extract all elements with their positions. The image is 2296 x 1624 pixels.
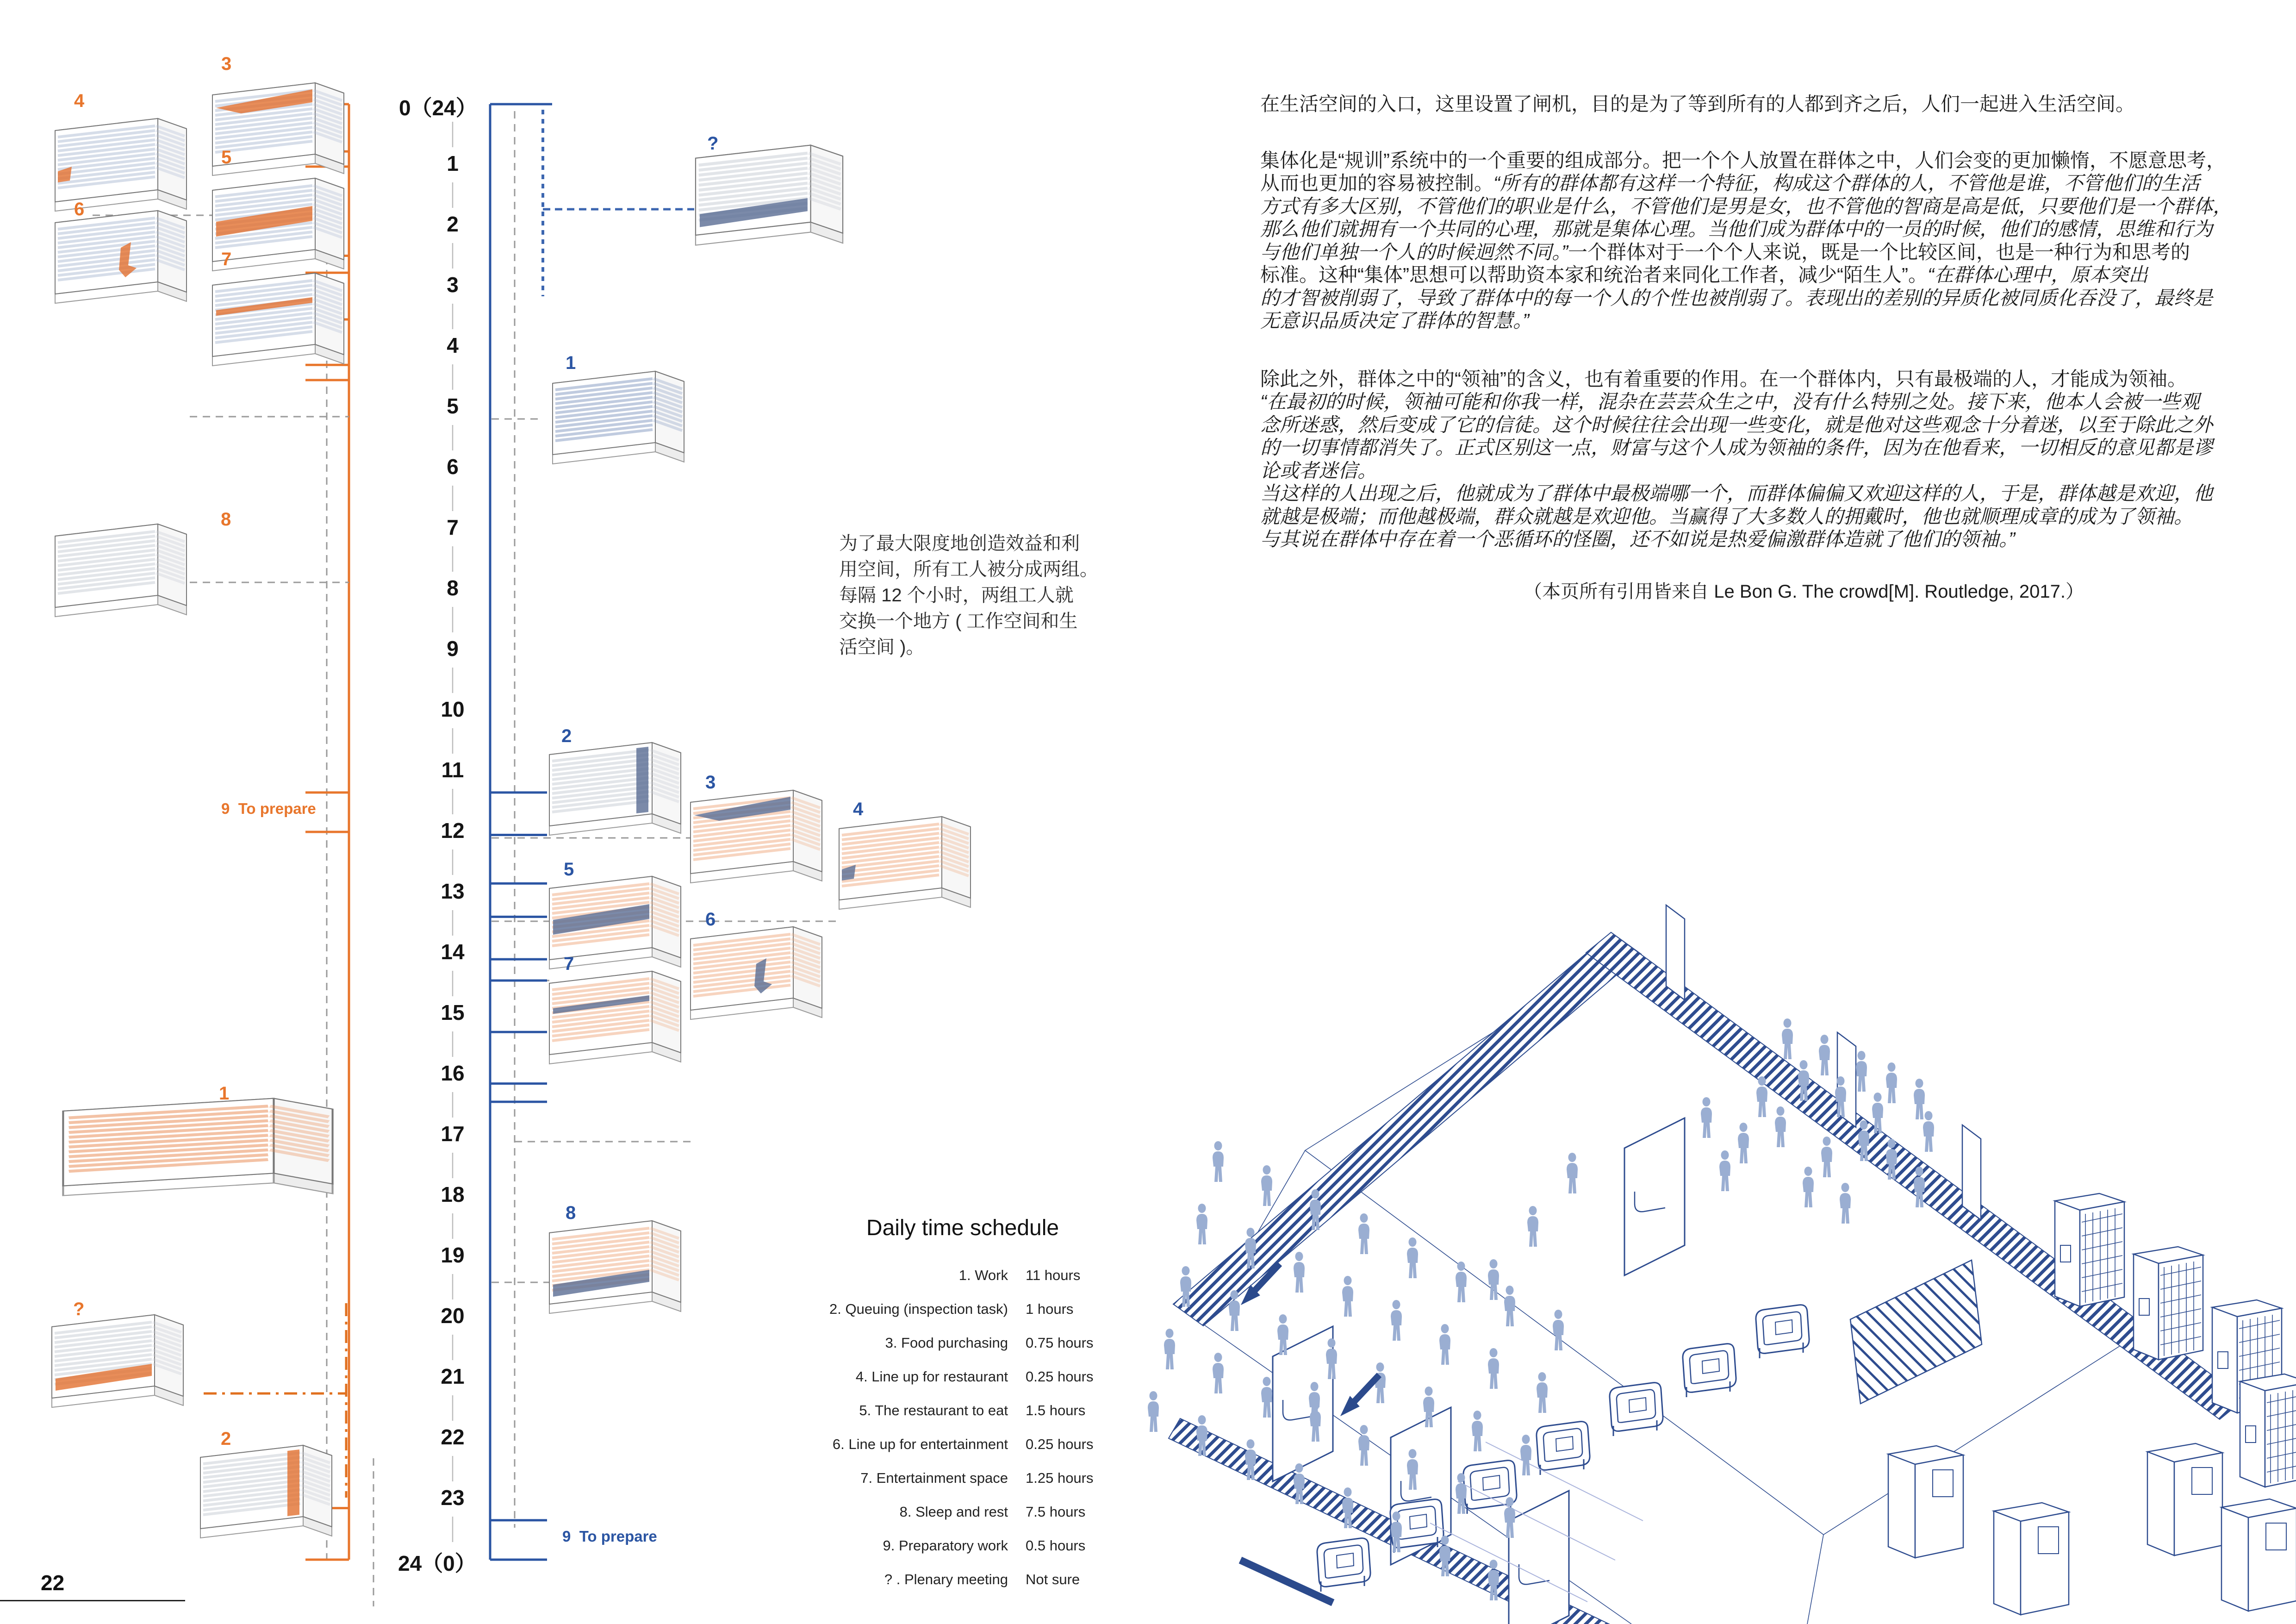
text-line: 为了最大限度地创造效益和利	[839, 533, 1080, 554]
schedule-row	[787, 1360, 1139, 1393]
hour-label: 3	[447, 273, 459, 297]
schedule-row	[787, 1562, 1139, 1596]
text-line: 集体化是“规训”系统中的一个重要的组成部分。把一个个人放置在群体之中，人们会变的更加懒惰，不愿意思考，	[1260, 149, 2226, 171]
text-line: 就越是极端；而他越极端，群众就越是欢迎他。当赢得了大多数人的拥戴时，他也就顺理成章的成为了领袖。	[1260, 505, 2194, 527]
hour-label: 21	[441, 1364, 465, 1388]
box-label-b5: 5	[564, 859, 574, 880]
schedule-row	[787, 1292, 1139, 1326]
activity-box-oq	[52, 1315, 183, 1407]
hour-label: 4	[447, 333, 459, 357]
box-label-b4: 4	[853, 799, 864, 819]
timeline-top-label: 0（24）	[399, 96, 477, 120]
vending-machines	[1888, 1193, 2296, 1615]
hour-label: 12	[441, 818, 465, 843]
schedule-task: 4. Line up for restaurant	[855, 1368, 1008, 1385]
box-label-o3: 3	[221, 54, 232, 74]
hour-label: 8	[447, 576, 459, 600]
blue-ticks	[490, 793, 547, 1560]
schedule-task: 9. Preparatory work	[883, 1537, 1008, 1554]
hour-label: 10	[441, 697, 465, 721]
schedule-duration: 11 hours	[1026, 1267, 1081, 1283]
schedule-duration: 0.25 hours	[1026, 1436, 1094, 1452]
blue-activity-boxes	[549, 145, 971, 1313]
schedule-duration: 7.5 hours	[1026, 1503, 1086, 1520]
schedule-duration: 1 hours	[1026, 1300, 1074, 1317]
schedule-task: 8. Sleep and rest	[899, 1503, 1008, 1520]
box-label-b2: 2	[561, 726, 572, 746]
hour-label: 17	[441, 1122, 465, 1146]
walking-crowd	[1309, 1018, 1934, 1423]
essay-text	[1260, 93, 2278, 603]
schedule-task: 2. Queuing (inspection task)	[829, 1300, 1008, 1317]
box-label-o4: 4	[74, 91, 85, 111]
text-line: 的一切事情都消失了。正式区别这一点，财富与这个人成为领袖的条件，因为在他看来，一切相反的意见都是谬	[1260, 437, 2213, 458]
text-line: 无意识品质决定了群体的智慧。”	[1260, 310, 1529, 331]
box-label-b7: 7	[564, 954, 574, 974]
daily-time-schedule	[787, 1215, 1139, 1596]
text-line: 每隔 12 个小时，两组工人就	[839, 585, 1074, 606]
box-label-b1: 1	[566, 353, 576, 373]
schedule-task: 7. Entertainment space	[860, 1469, 1008, 1486]
blue-prepare-label: 9 To prepare	[562, 1528, 657, 1545]
activity-box-o6	[55, 211, 187, 303]
text-line: 那么他们就拥有一个共同的心理，那就是集体心理。当他们成为群体中的一员的时候，他们的感情，思维和行为	[1260, 218, 2213, 240]
text-line: 论或者迷信。	[1260, 459, 1377, 481]
page-number-rule	[0, 1600, 185, 1601]
activity-box-o3	[212, 83, 344, 175]
orange-prepare-label: 9 To prepare	[221, 800, 316, 817]
schedule-task: 6. Line up for entertainment	[832, 1436, 1008, 1452]
activity-box-b8	[549, 1221, 681, 1313]
activity-box-b6	[691, 927, 822, 1019]
schedule-duration: 0.5 hours	[1026, 1537, 1086, 1554]
hatched-gate-panel	[1850, 1260, 1982, 1404]
schedule-duration: Not sure	[1026, 1571, 1080, 1587]
schedule-duration: 0.75 hours	[1026, 1334, 1094, 1351]
essay-paragraph-2	[1260, 149, 2278, 332]
activity-box-b4	[839, 817, 971, 909]
hour-label: 22	[441, 1425, 465, 1449]
schedule-task: 1. Work	[958, 1267, 1008, 1283]
activity-box-o5	[212, 178, 344, 271]
schedule-row	[787, 1495, 1139, 1529]
activity-box-bq	[696, 145, 843, 245]
hour-label: 13	[441, 879, 465, 903]
hour-label: 2	[447, 212, 459, 236]
schedule-row	[787, 1461, 1139, 1495]
hour-label: 1	[447, 151, 459, 175]
text-line: 当这样的人出现之后，他就成为了群体中最极端哪一个，而群体偏偏又欢迎这样的人，于是，群体越是欢迎，他	[1260, 482, 2213, 504]
activity-box-b2	[549, 743, 681, 835]
box-label-b6: 6	[705, 909, 716, 930]
hour-label: 16	[441, 1061, 465, 1085]
hour-label: 9	[447, 637, 459, 661]
hour-label: 5	[447, 394, 459, 418]
hour-label: 23	[441, 1486, 465, 1510]
box-label-b3: 3	[705, 772, 716, 793]
page-number: 22	[41, 1571, 65, 1595]
box-label-o5: 5	[221, 147, 232, 168]
text-line: 与其说在群体中存在着一个恶循环的怪圈，还不如说是热爱偏激群体造就了他们的领袖。”	[1260, 528, 2015, 550]
schedule-task: ? . Plenary meeting	[884, 1571, 1008, 1587]
box-label-bq: ?	[707, 133, 719, 154]
entrance-isometric-drawing	[1134, 880, 2296, 1624]
schedule-duration: 1.5 hours	[1026, 1402, 1086, 1418]
text-line: 与他们单独一个人的时候迥然不同。”一个群体对于一个个人来说，既是一个比较区间，也是一种行为和思考的	[1260, 241, 2190, 263]
hour-label: 20	[441, 1304, 465, 1328]
door-panel	[1624, 1118, 1685, 1275]
text-line: 交换一个地方 ( 工作空间和生	[839, 611, 1078, 631]
text-line: 在生活空间的入口，这里设置了闸机，目的是为了等到所有的人都到齐之后，人们一起进入生活空间。	[1260, 93, 2135, 115]
box-label-o6: 6	[74, 199, 85, 219]
hour-label: 14	[441, 940, 465, 964]
hour-label: 15	[441, 1000, 465, 1024]
text-line: 念所迷惑，然后变成了它的信徒。这个时候往往会出现一些变化，就是他对这些观念十分着迷，以至于除此之外	[1260, 413, 2213, 436]
schedule-row	[787, 1393, 1139, 1427]
activity-box-b7	[549, 971, 681, 1064]
box-label-o7: 7	[221, 249, 232, 269]
schedule-task: 3. Food purchasing	[885, 1334, 1008, 1351]
grouping-note	[839, 531, 1135, 660]
hour-label: 19	[441, 1243, 465, 1267]
schedule-task: 5. The restaurant to eat	[859, 1402, 1008, 1418]
activity-box-o7	[212, 273, 344, 366]
text-line: 方式有多大区别，不管他们的职业是什么，不管他们是男是女，也不管他的智商是高是低，只要他们是一个群体，	[1260, 195, 2233, 217]
activity-box-o4	[55, 119, 187, 211]
hour-label: 6	[447, 455, 459, 479]
activity-box-b3	[691, 790, 822, 883]
citation: （本页所有引用皆来自 Le Bon G. The crowd[M]. Routledge, 2017.）	[1524, 581, 2084, 602]
schedule-rows	[787, 1258, 1139, 1596]
text-line: 除此之外，群体之中的“领袖”的含义，也有着重要的作用。在一个群体内，只有最极端的人，才能成为领袖。	[1260, 368, 2187, 390]
schedule-row	[787, 1326, 1139, 1360]
box-label-o1: 1	[219, 1083, 230, 1104]
schedule-row	[787, 1529, 1139, 1562]
text-line: 从而也更加的容易被控制。“所有的群体都有这样一个特征，构成这个群体的人，不管他是谁，不管他们的生活	[1260, 172, 2200, 194]
hour-label: 7	[447, 515, 459, 539]
text-line: 活空间 )。	[839, 637, 925, 657]
text-line: “在最初的时候，领袖可能和你我一样，混杂在芸芸众生之中，没有什么特别之处。接下来，他本人会被一些观	[1260, 391, 2200, 412]
text-line: 标准。这种“集体”思想可以帮助资本家和统治者来同化工作者，减少“陌生人”。“在群体心理中，原本突出	[1260, 264, 2148, 286]
door-panel	[1509, 1491, 1569, 1624]
box-label-oq: ?	[73, 1299, 85, 1319]
box-label-o2: 2	[221, 1429, 231, 1449]
schedule-duration: 1.25 hours	[1026, 1469, 1094, 1486]
box-label-o8: 8	[221, 509, 231, 530]
timeline-bottom-label: 24（0）	[398, 1551, 476, 1575]
text-line: 用空间，所有工人被分成两组。	[839, 559, 1098, 580]
text-line: 的才智被削弱了，导致了群体中的每一个人的个性也被削弱了。表现出的差别的异质化被同质化吞没了，最终是	[1260, 287, 2213, 309]
activity-box-o8	[55, 524, 187, 617]
schedule-row	[787, 1258, 1139, 1292]
schedule-duration: 0.25 hours	[1026, 1368, 1094, 1385]
queue-crowd	[1148, 1141, 1564, 1600]
hour-label: 11	[441, 758, 464, 782]
activity-box-o2	[200, 1445, 332, 1538]
schedule-row	[787, 1427, 1139, 1461]
schedule-title: Daily time schedule	[866, 1216, 1059, 1240]
box-label-b8: 8	[566, 1203, 576, 1223]
activity-box-o1	[63, 1099, 332, 1196]
essay-paragraph-1	[1260, 93, 2278, 116]
essay-paragraph-3	[1260, 368, 2278, 551]
hour-label: 18	[441, 1182, 465, 1206]
activity-box-b1	[553, 371, 684, 464]
